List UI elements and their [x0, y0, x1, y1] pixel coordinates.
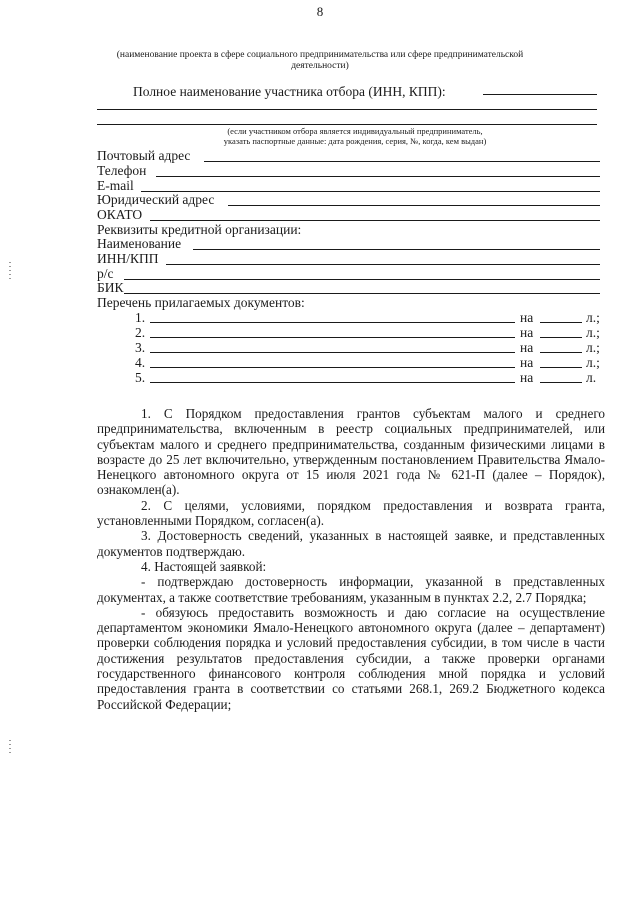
full-name-label: Полное наименование участника отбора (ИНН, КПП):	[133, 84, 446, 99]
phone-label: Телефон	[97, 163, 147, 178]
paragraph-2: 2. С целями, условиями, порядком предоставления и возврата гранта, установленными Порядком, согласен(а).	[97, 497, 605, 529]
okato-line	[150, 220, 600, 221]
doc-sheets-label: л.;	[586, 340, 600, 355]
full-name-line	[97, 124, 597, 125]
bank-name-label: Наименование	[97, 236, 182, 251]
bank-name-line	[193, 249, 600, 250]
paragraph-5: - подтверждаю достоверность информации, указанной в представленных документах, а также соответствие требованиям, указанным в пунктах 2.2, 2.7 Порядка;	[97, 574, 605, 605]
full-name-line	[97, 109, 597, 110]
bank-bik-line	[124, 293, 600, 294]
passport-caption-line: указать паспортные данные: дата рождения, серия, №, когда, кем выдан)	[223, 136, 487, 146]
body-text	[97, 406, 605, 712]
okato-label: ОКАТО	[97, 207, 143, 222]
doc-number: 3.	[135, 340, 146, 355]
email-label: E-mail	[97, 178, 134, 193]
bank-inn-kpp-label: ИНН/КПП	[97, 251, 159, 266]
paragraph-1: 1. С Порядком предоставления грантов субъектам малого и среднего предпринимательства, включенным в реестр социальных предпринимателей, или субъектам малого и среднего предпринимательства, созданным физическими лицами в возрасте до 25 лет включительно, утвержденным постановлением Правительства Ямало-Ненецкого автономного округа от 15 июля 2021 года № 621-П (далее – Порядок), ознакомлен(а).	[97, 406, 605, 498]
bank-heading: Реквизиты кредитной организации:	[97, 222, 302, 237]
doc-sheets-line	[540, 352, 582, 353]
doc-number: 1.	[135, 310, 146, 325]
doc-title-line	[150, 367, 515, 368]
doc-on-label: на	[520, 370, 534, 385]
binder-mark	[9, 262, 11, 282]
doc-number: 2.	[135, 325, 146, 340]
bank-account-label: р/с	[97, 266, 114, 281]
doc-sheets-line	[540, 382, 582, 383]
doc-sheets-label: л.;	[586, 355, 600, 370]
passport-caption	[170, 126, 540, 146]
doc-sheets-line	[540, 322, 582, 323]
bank-inn-kpp-line	[166, 264, 600, 265]
doc-on-label: на	[520, 310, 534, 325]
bank-account-line	[124, 279, 600, 280]
doc-title-line	[150, 382, 515, 383]
doc-number: 4.	[135, 355, 146, 370]
doc-on-label: на	[520, 355, 534, 370]
doc-title-line	[150, 337, 515, 338]
doc-sheets-label: л.	[586, 370, 597, 385]
bank-bik-label: БИК	[97, 280, 124, 295]
paragraph-3: 3. Достоверность сведений, указанных в настоящей заявке, и представленных документов подтверждаю.	[97, 528, 605, 559]
phone-line	[156, 176, 600, 177]
legal-address-label: Юридический адрес	[97, 192, 215, 207]
doc-sheets-label: л.;	[586, 325, 600, 340]
docs-heading: Перечень прилагаемых документов:	[97, 295, 305, 310]
doc-sheets-line	[540, 337, 582, 338]
legal-address-line	[228, 205, 600, 206]
binder-mark	[9, 740, 11, 756]
doc-on-label: на	[520, 325, 534, 340]
full-name-line	[483, 94, 597, 95]
postal-address-line	[204, 161, 600, 162]
postal-address-label: Почтовый адрес	[97, 148, 191, 163]
doc-title-line	[150, 352, 515, 353]
project-caption: (наименование проекта в сфере социального предпринимательства или сфере предпринимательской деятельности)	[116, 50, 524, 71]
passport-caption-line: (если участником отбора является индивидуальный предприниматель,	[227, 126, 483, 136]
paragraph-4: 4. Настоящей заявкой:	[141, 558, 267, 574]
doc-sheets-line	[540, 367, 582, 368]
doc-on-label: на	[520, 340, 534, 355]
paragraph-6: - обязуюсь предоставить возможность и даю согласие на осуществление департаментом экономики Ямало-Ненецкого автономного округа (далее – департамент) проверки соблюдения порядка и условий предоставления субсидии, в том числе в части достижения результатов предоставления субсидии, а также проверки органами государственного финансового контроля соблюдения мной порядка и условий предоставления гранта в соответствии со статьями 268.1, 269.2 Бюджетного кодекса Российской Федерации;	[97, 604, 605, 712]
doc-sheets-label: л.;	[586, 310, 600, 325]
doc-number: 5.	[135, 370, 146, 385]
page-number: 8	[316, 4, 324, 19]
doc-title-line	[150, 322, 515, 323]
